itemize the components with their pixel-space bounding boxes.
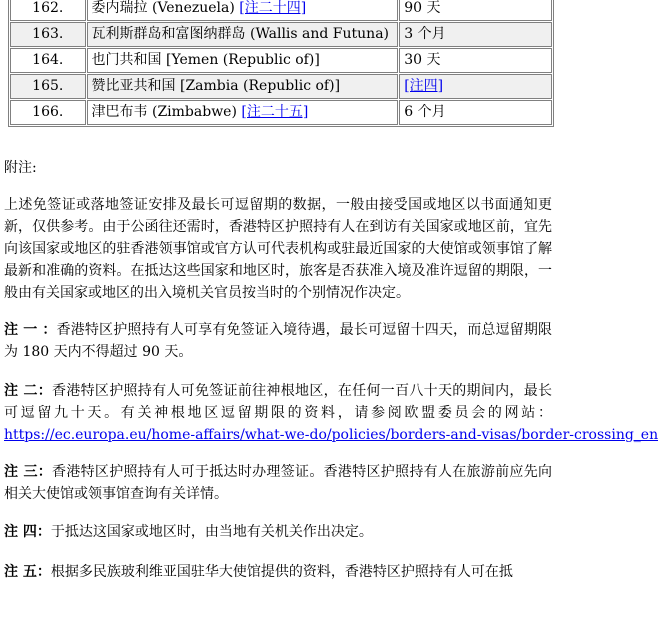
note-2 bbox=[4, 380, 658, 446]
note-link[interactable]: [注二十五] bbox=[241, 104, 309, 120]
country-cell bbox=[87, 22, 399, 47]
note-3 bbox=[4, 461, 552, 505]
row-number: 164. bbox=[10, 48, 86, 73]
note-link[interactable]: [注四] bbox=[404, 78, 444, 94]
table-row bbox=[10, 0, 552, 21]
country-name: 津巴布韦 (Zimbabwe) bbox=[91, 104, 242, 120]
stay-cell: 90 天 bbox=[399, 0, 552, 21]
note-1 bbox=[4, 319, 552, 363]
note-label: 注 五： bbox=[4, 564, 51, 580]
appendix-heading: 附注: bbox=[4, 160, 37, 176]
country-cell bbox=[87, 74, 399, 99]
note-label: 注 二： bbox=[4, 383, 53, 399]
note-label: 注 一 ： bbox=[4, 322, 57, 338]
stay-cell: 30 天 bbox=[399, 48, 552, 73]
note-text: 于抵达这国家或地区时，由当地有关机关作出决定。 bbox=[50, 524, 373, 540]
note-text: 香港特区护照持有人可享有免签证入境待遇，最长可逗留十四天，而总逗留期限为 180 天内不得超过 90 天。 bbox=[4, 322, 553, 360]
appendix-intro: 上述免签证或落地签证安排及最长可逗留期的数据，一般由接受国或地区以书面通知更新，仅供参考。由于公函往还需时，香港特区护照持有人在到访有关国家或地区前，宜先向该国家或地区的驻香港领事馆或官方认可代表机构或驻最近国家的大使馆或领事馆了解最新和准确的资料。在抵达这些国家和地区时，旅客是否获准入境及准许逗留的期限，一般由有关国家或地区的出入境机关官员按当时的个别情况作决定。 bbox=[4, 197, 552, 301]
row-number: 163. bbox=[10, 22, 86, 47]
note-text: 香港特区护照持有人可于抵达时办理签证。香港特区护照持有人在旅游前应先向相关大使馆或领事馆查询有关详情。 bbox=[4, 464, 552, 502]
country-name: 赞比亚共和国 [Zambia (Republic of)] bbox=[91, 78, 341, 94]
note-5 bbox=[4, 561, 552, 583]
note-text: 根据多民族玻利维亚国驻华大使馆提供的资料，香港特区护照持有人可在抵 bbox=[50, 564, 513, 580]
row-number: 165. bbox=[10, 74, 86, 99]
visa-free-table bbox=[8, 0, 554, 127]
country-cell bbox=[87, 48, 399, 73]
stay-cell: 3 个月 bbox=[399, 22, 552, 47]
note-text: 香港特区护照持有人可免签证前往神根地区，在任何一百八十天的期间内，最长可逗留九十天。有关神根地区逗留期限的资料，请参阅欧盟委员会的网站： bbox=[4, 383, 552, 421]
note-label: 注 三： bbox=[4, 464, 53, 480]
eu-borders-link[interactable]: https://ec.europa.eu/home-affairs/what-we-do/policies/borders-and-visas/border-crossing_en bbox=[4, 427, 658, 443]
stay-cell bbox=[399, 74, 552, 99]
country-name: 瓦利斯群岛和富图纳群岛 (Wallis and Futuna) bbox=[91, 26, 390, 42]
note-link[interactable]: [注二十四] bbox=[239, 0, 307, 16]
note-label: 注 四： bbox=[4, 524, 51, 540]
table-row bbox=[10, 74, 552, 99]
note-4 bbox=[4, 521, 552, 543]
row-number: 162. bbox=[10, 0, 86, 21]
country-cell bbox=[87, 100, 399, 125]
country-name: 也门共和国 [Yemen (Republic of)] bbox=[91, 52, 320, 68]
table-row bbox=[10, 48, 552, 73]
country-cell bbox=[87, 0, 399, 21]
row-number: 166. bbox=[10, 100, 86, 125]
table-row bbox=[10, 100, 552, 125]
table-row bbox=[10, 22, 552, 47]
stay-cell: 6 个月 bbox=[399, 100, 552, 125]
country-name: 委内瑞拉 (Venezuela) bbox=[91, 0, 240, 16]
